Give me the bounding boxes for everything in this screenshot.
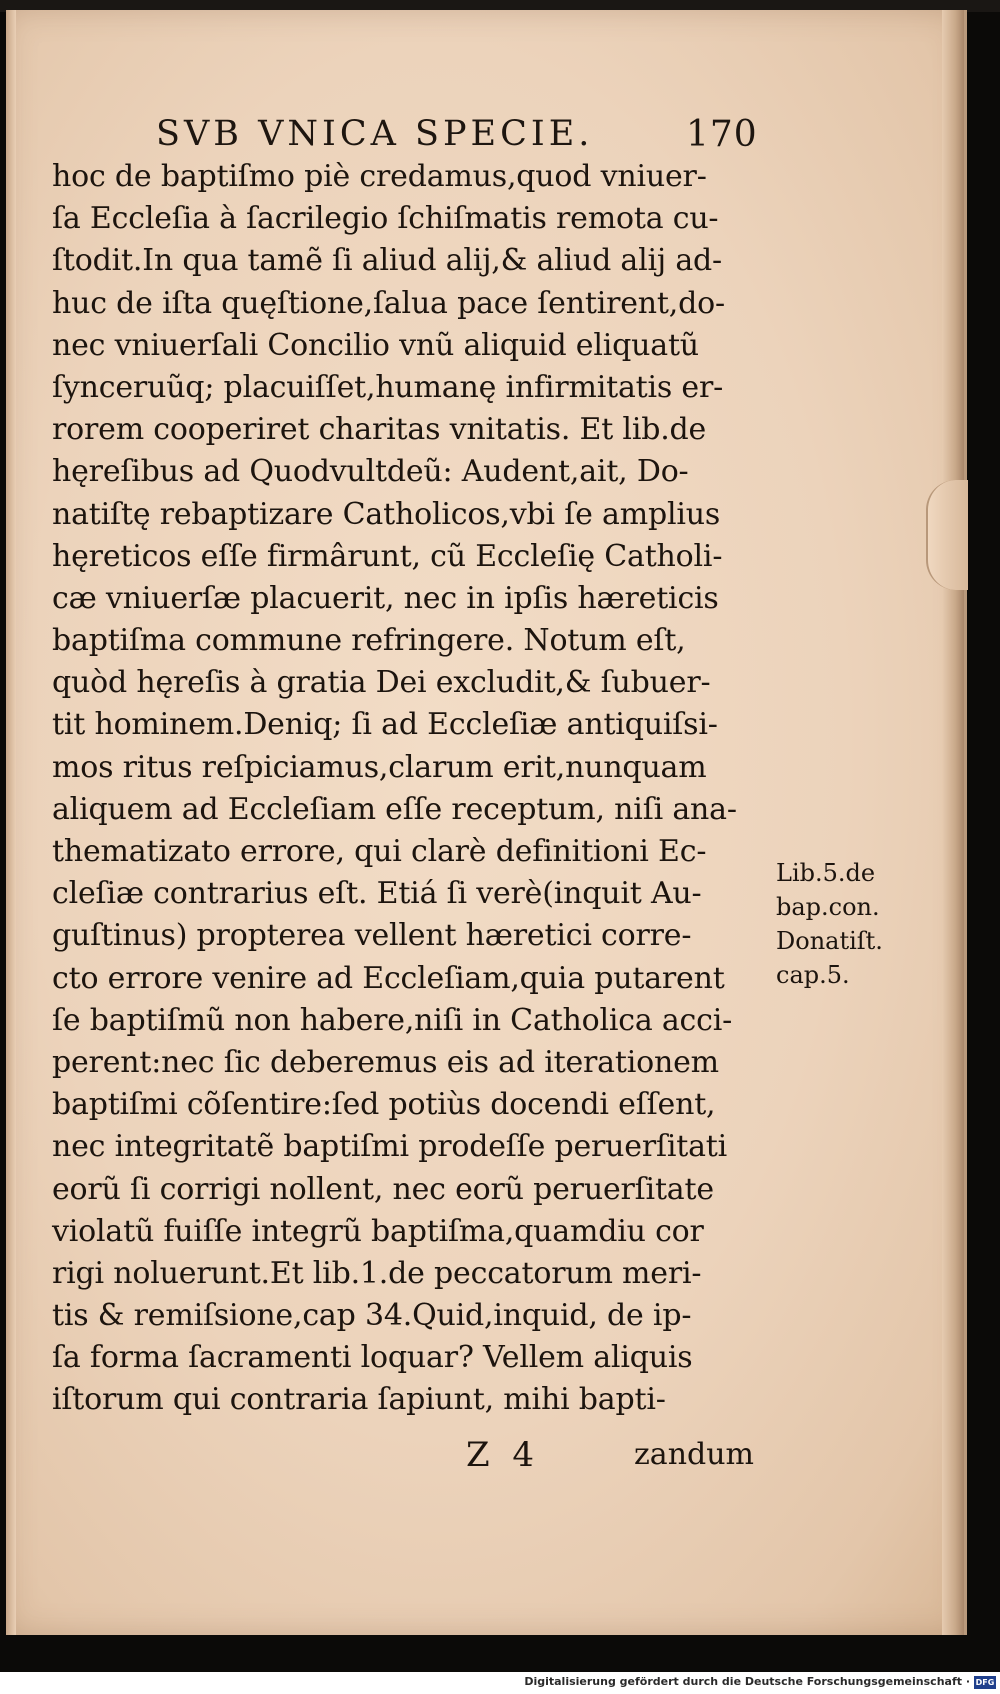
text-line: baptiſmi cõſentire:ſed potiùs docendi eſſent,: [52, 1087, 716, 1123]
folio-number: 170: [686, 114, 758, 155]
text-line: violatũ fuiſſe integrũ baptiſma,quamdiu cor: [52, 1213, 704, 1249]
text-line: nec vniuerſali Concilio vnũ aliquid eliquatũ: [52, 327, 699, 363]
page-fore-edge: [942, 10, 964, 1635]
body-text: [52, 156, 772, 1422]
text-line: hęreſibus ad Quodvultdeũ: Audent,ait, Do-: [52, 454, 689, 490]
marginal-note-line: Lib.5.de: [776, 859, 876, 887]
text-line: eorũ ſi corrigi nollent, nec eorũ peruerſitate: [52, 1171, 714, 1207]
book-page: [6, 10, 967, 1635]
text-line: hoc de baptiſmo piè credamus,quod vniuer-: [52, 159, 707, 194]
text-line: perent:nec ſic deberemus eis ad iterationem: [52, 1044, 719, 1080]
marginal-note-line: bap.con.: [776, 893, 880, 921]
text-line: tis & remiſsione,cap 34.Quid,inquid, de ip-: [52, 1298, 692, 1334]
text-line: thematizato errore, qui clarè definitioni Ec-: [52, 834, 707, 869]
signature-mark: Z 4: [466, 1435, 541, 1475]
running-head-title: SVB VNICA SPECIE.: [156, 114, 594, 154]
text-line: nec integritatẽ baptiſmi prodeſſe peruerſitati: [52, 1129, 728, 1165]
marginal-note: [776, 856, 926, 992]
page-tab-marker: [926, 480, 968, 590]
text-line: ſa Eccleſia à ſacrilegio ſchiſmatis remota cu-: [52, 201, 719, 237]
text-line: huc de iſta quęſtione,ſalua pace ſentirent,do-: [52, 285, 725, 321]
running-head: [156, 114, 756, 162]
text-line: ſynceruũq; placuiſſet,humanę infirmitatis er-: [52, 369, 724, 405]
text-line: quòd hęreſis à gratia Dei excludit,& ſubuer-: [52, 665, 711, 701]
text-line: rigi noluerunt.Et lib.1.de peccatorum meri-: [52, 1255, 702, 1291]
text-line: natiſtę rebaptizare Catholicos,vbi ſe amplius: [52, 496, 721, 532]
text-line: mos ritus reſpiciamus,clarum erit,nunquam: [52, 749, 707, 785]
text-line: baptiſma commune refringere. Notum eſt,: [52, 623, 686, 659]
text-line: rorem cooperiret charitas vnitatis. Et lib.de: [52, 412, 707, 448]
text-line: cleſiæ contrarius eſt. Etiá ſi verè(inquit Au-: [52, 876, 702, 912]
credit-bar: [0, 1672, 1000, 1694]
marginal-note-line: cap.5.: [776, 961, 850, 989]
catchword: zandum: [634, 1437, 754, 1472]
text-line: cto errore venire ad Eccleſiam,quia putarent: [52, 960, 725, 996]
text-line: hęreticos eſſe firmârunt, cũ Eccleſię Catholi-: [52, 538, 723, 574]
marginal-note-line: Donatiſt.: [776, 927, 883, 955]
page-gutter: [6, 10, 16, 1635]
text-line: iſtorum qui contraria ſapiunt, mihi bapti-: [52, 1382, 666, 1418]
page-footer: [6, 1435, 806, 1485]
text-line: ſe baptiſmũ non habere,niſi in Catholica acci-: [52, 1002, 733, 1038]
text-line: cæ vniuerſæ placuerit, nec in ipſis hæreticis: [52, 580, 719, 616]
text-line: tit hominem.Deniq; ſi ad Eccleſiæ antiquiſsi-: [52, 707, 718, 743]
funding-credit: Digitalisierung gefördert durch die Deutsche Forschungsgemeinschaft ·: [524, 1675, 970, 1688]
text-line: ſtodit.In qua tamẽ ſi aliud alij,& aliud alij ad-: [52, 243, 722, 279]
text-line: aliquem ad Eccleſiam eſſe receptum, niſi ana-: [52, 791, 737, 827]
text-line: guſtinus) propterea vellent hæretici corre-: [52, 918, 692, 954]
text-line: ſa forma ſacramenti loquar? Vellem aliquis: [52, 1340, 693, 1376]
dfg-logo-icon: DFG: [975, 1678, 995, 1687]
